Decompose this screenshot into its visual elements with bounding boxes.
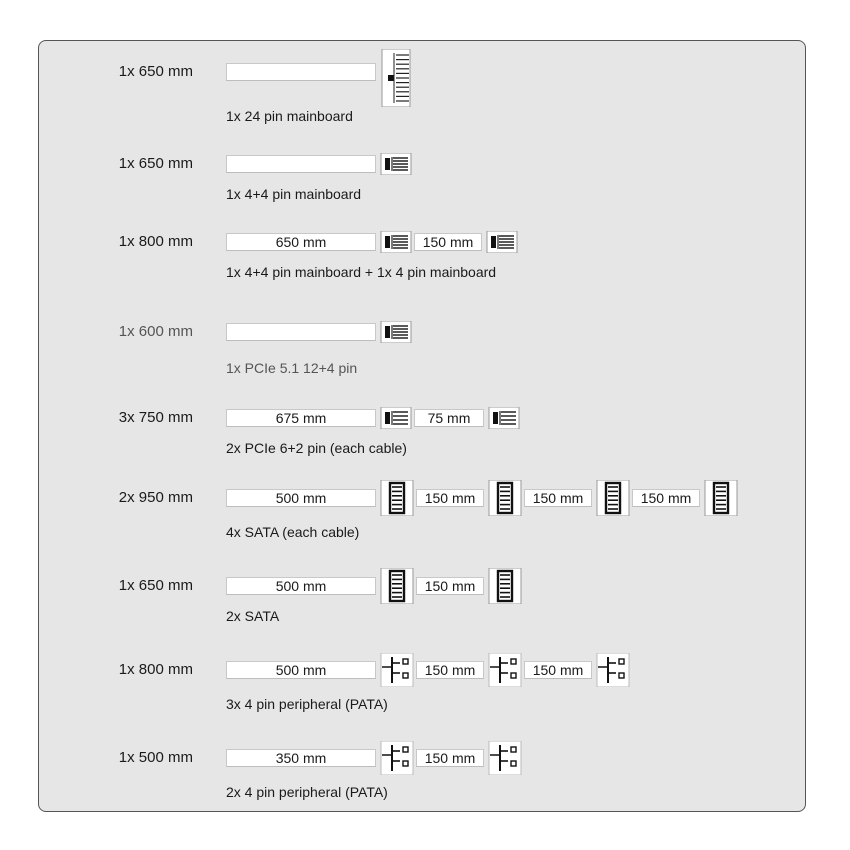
main-cable-segment xyxy=(226,155,376,173)
sata-icon xyxy=(380,568,414,609)
connector-caption: 1x PCIe 5.1 12+4 pin xyxy=(226,360,358,376)
main-cable-segment: 500 mm xyxy=(226,577,376,595)
connector-caption: 2x PCIe 6+2 pin (each cable) xyxy=(226,440,407,456)
cable-quantity-length: 2x 950 mm xyxy=(118,489,193,506)
extension-cable-segment: 150 mm xyxy=(416,577,484,595)
cable-spec-panel xyxy=(38,40,806,812)
cable-quantity-length: 1x 650 mm xyxy=(118,577,193,594)
atx-24pin-icon xyxy=(380,49,412,112)
cable-row xyxy=(39,155,805,215)
sata-icon xyxy=(488,480,522,521)
cable-row xyxy=(39,577,805,637)
sata-icon xyxy=(380,480,414,521)
cable-quantity-length: 1x 800 mm xyxy=(118,233,193,250)
sata-icon xyxy=(704,480,738,521)
main-cable-segment: 500 mm xyxy=(226,489,376,507)
molex-icon xyxy=(488,653,522,692)
sata-icon xyxy=(596,480,630,521)
cable-row xyxy=(39,409,805,469)
molex-icon xyxy=(380,741,414,780)
cable-quantity-length: 1x 800 mm xyxy=(118,661,193,678)
eps-4plus4-icon xyxy=(380,153,412,180)
cable-row xyxy=(39,63,805,123)
connector-caption: 2x SATA xyxy=(226,608,280,624)
cable-row xyxy=(39,323,805,383)
connector-caption: 1x 24 pin mainboard xyxy=(226,108,353,124)
connector-caption: 3x 4 pin peripheral (PATA) xyxy=(226,696,388,712)
extension-cable-segment: 150 mm xyxy=(524,661,592,679)
molex-icon xyxy=(596,653,630,692)
cable-quantity-length: 1x 500 mm xyxy=(118,749,193,766)
cable-quantity-length: 1x 600 mm xyxy=(118,323,193,340)
cable-quantity-length: 1x 650 mm xyxy=(118,155,193,172)
pcie-12vhpwr-icon xyxy=(380,321,412,348)
main-cable-segment xyxy=(226,63,376,81)
extension-cable-segment: 150 mm xyxy=(416,749,484,767)
cable-row xyxy=(39,233,805,293)
extension-cable-segment: 150 mm xyxy=(524,489,592,507)
cable-row xyxy=(39,489,805,549)
main-cable-segment: 650 mm xyxy=(226,233,376,251)
cable-row xyxy=(39,661,805,721)
eps-4plus4-icon xyxy=(380,231,412,258)
main-cable-segment: 350 mm xyxy=(226,749,376,767)
main-cable-segment: 675 mm xyxy=(226,409,376,427)
extension-cable-segment: 150 mm xyxy=(414,233,482,251)
molex-icon xyxy=(488,741,522,780)
main-cable-segment: 500 mm xyxy=(226,661,376,679)
pcie-6plus2-icon xyxy=(488,407,520,434)
extension-cable-segment: 75 mm xyxy=(414,409,484,427)
main-cable-segment xyxy=(226,323,376,341)
cable-row xyxy=(39,749,805,809)
pcie-6plus2-icon xyxy=(380,407,412,434)
sata-icon xyxy=(488,568,522,609)
molex-icon xyxy=(380,653,414,692)
eps-4plus4-icon xyxy=(486,231,518,258)
connector-caption: 2x 4 pin peripheral (PATA) xyxy=(226,784,388,800)
cable-quantity-length: 3x 750 mm xyxy=(118,409,193,426)
extension-cable-segment: 150 mm xyxy=(416,489,484,507)
cable-quantity-length: 1x 650 mm xyxy=(118,63,193,80)
connector-caption: 4x SATA (each cable) xyxy=(226,524,360,540)
extension-cable-segment: 150 mm xyxy=(632,489,700,507)
connector-caption: 1x 4+4 pin mainboard + 1x 4 pin mainboard xyxy=(226,264,497,280)
extension-cable-segment: 150 mm xyxy=(416,661,484,679)
connector-caption: 1x 4+4 pin mainboard xyxy=(226,186,362,202)
